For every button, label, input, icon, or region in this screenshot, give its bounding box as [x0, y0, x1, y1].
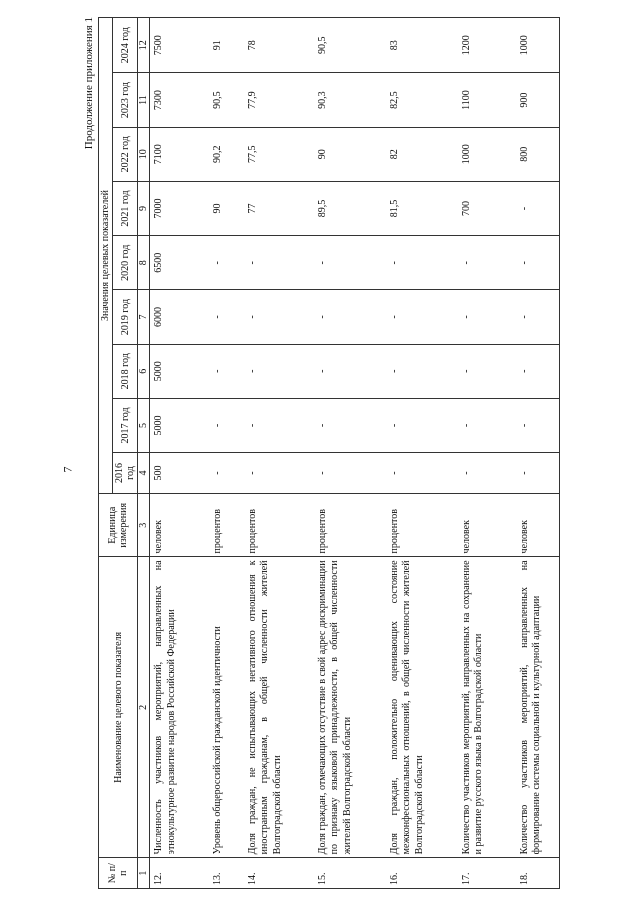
indicator-name: Количество участников мероприятий, направленных на формирование системы социальной и культурной адаптации [516, 557, 560, 858]
column-number: 12 [138, 18, 150, 73]
value-cell: 5000 [150, 398, 209, 452]
value-cell: 90,3 [314, 73, 386, 127]
value-cell: - [458, 453, 516, 494]
value-cell: - [244, 290, 314, 344]
value-cell: 77 [244, 181, 314, 235]
row-number: 18. [516, 858, 560, 889]
page-number: 7 [60, 466, 75, 473]
value-cell: - [458, 290, 516, 344]
value-cell: 7300 [150, 73, 209, 127]
value-cell: 90,5 [209, 73, 244, 127]
header-year: 2023 год [113, 73, 138, 127]
value-cell: - [314, 453, 386, 494]
rotated-page [80, 6, 640, 899]
continuation-label: Продолжение приложения 1 [83, 17, 95, 150]
value-cell: 83 [386, 18, 458, 73]
table-row [314, 18, 386, 889]
table-row [209, 18, 244, 889]
indicator-name: Количество участников мероприятий, направленных на сохранение и развитие русского языка в Волгоградской области [458, 557, 516, 858]
value-cell: - [516, 236, 560, 290]
value-cell: - [386, 398, 458, 452]
value-cell: 1200 [458, 18, 516, 73]
header-year: 2019 год [113, 290, 138, 344]
indicator-unit: человек [150, 494, 209, 557]
value-cell: - [209, 236, 244, 290]
value-cell: 1000 [516, 18, 560, 73]
value-cell: - [516, 181, 560, 235]
row-number: 16. [386, 858, 458, 889]
table-row [386, 18, 458, 889]
value-cell: 6000 [150, 290, 209, 344]
value-cell: - [386, 290, 458, 344]
value-cell: 900 [516, 73, 560, 127]
indicator-unit: процентов [314, 494, 386, 557]
indicator-unit: человек [458, 494, 516, 557]
value-cell: 7100 [150, 127, 209, 181]
header-unit: Единица измерения [99, 494, 138, 557]
value-cell: 91 [209, 18, 244, 73]
header-year: 2018 год [113, 344, 138, 398]
value-cell: 77,5 [244, 127, 314, 181]
value-cell: 90 [209, 181, 244, 235]
column-number: 2 [138, 557, 150, 858]
header-year: 2022 год [113, 127, 138, 181]
column-number: 7 [138, 290, 150, 344]
value-cell: 90 [314, 127, 386, 181]
indicator-name: Доля граждан, положительно оценивающих состояние межконфессиональных отношений, в общей численности жителей Волгоградской области [386, 557, 458, 858]
value-cell: - [314, 290, 386, 344]
value-cell: 700 [458, 181, 516, 235]
value-cell: - [516, 344, 560, 398]
header-name: Наименование целевого показателя [99, 557, 138, 858]
value-cell: - [314, 398, 386, 452]
value-cell: 1000 [458, 127, 516, 181]
value-cell: - [516, 290, 560, 344]
column-number: 8 [138, 236, 150, 290]
value-cell: - [516, 398, 560, 452]
value-cell: - [458, 344, 516, 398]
indicator-unit: человек [516, 494, 560, 557]
value-cell: 90,5 [314, 18, 386, 73]
value-cell: - [458, 236, 516, 290]
table-row [150, 18, 209, 889]
row-number: 13. [209, 858, 244, 889]
value-cell: - [314, 344, 386, 398]
header-year: 2017 год [113, 398, 138, 452]
landscape-content [80, 6, 640, 899]
value-cell: - [244, 453, 314, 494]
column-number: 5 [138, 398, 150, 452]
column-number: 10 [138, 127, 150, 181]
value-cell: - [244, 236, 314, 290]
indicator-name: Уровень общероссийской гражданской идентичности [209, 557, 244, 858]
header-year: 2016 год [113, 453, 138, 494]
value-cell: - [386, 236, 458, 290]
table-row [244, 18, 314, 889]
indicator-unit: процентов [386, 494, 458, 557]
value-cell: - [209, 344, 244, 398]
indicator-unit: процентов [244, 494, 314, 557]
row-number: 17. [458, 858, 516, 889]
indicator-name: Доля граждан, отмечающих отсутствие в свой адрес дискриминации по признаку языковой принадлежности, в общей численности жителей Волгоградской области [314, 557, 386, 858]
indicator-name: Численность участников мероприятий, направленных на этнокультурное развитие народов Российской Федерации [150, 557, 209, 858]
value-cell: 82,5 [386, 73, 458, 127]
value-cell: 78 [244, 18, 314, 73]
indicator-unit: процентов [209, 494, 244, 557]
table-row [458, 18, 516, 889]
value-cell: 89,5 [314, 181, 386, 235]
value-cell: 6500 [150, 236, 209, 290]
column-number: 11 [138, 73, 150, 127]
value-cell: - [209, 398, 244, 452]
column-number: 9 [138, 181, 150, 235]
header-year: 2020 год [113, 236, 138, 290]
value-cell: - [458, 398, 516, 452]
table-row [516, 18, 560, 889]
value-cell: - [386, 344, 458, 398]
value-cell: - [516, 453, 560, 494]
row-number: 15. [314, 858, 386, 889]
row-number: 12. [150, 858, 209, 889]
header-num: № п/п [99, 858, 138, 889]
header-year: 2021 год [113, 181, 138, 235]
target-indicators-table [98, 17, 560, 889]
value-cell: 800 [516, 127, 560, 181]
value-cell: - [209, 290, 244, 344]
value-cell: 77,9 [244, 73, 314, 127]
header-values: Значения целевых показателей [99, 18, 113, 494]
value-cell: 90,2 [209, 127, 244, 181]
column-number: 3 [138, 494, 150, 557]
indicator-name: Доля граждан, не испытывающих негативного отношения к иностранным гражданам, в общей численности жителей Волгоградской области [244, 557, 314, 858]
value-cell: 1100 [458, 73, 516, 127]
value-cell: - [314, 236, 386, 290]
row-number: 14. [244, 858, 314, 889]
value-cell: 7500 [150, 18, 209, 73]
value-cell: 82 [386, 127, 458, 181]
column-number: 1 [138, 858, 150, 889]
column-number: 4 [138, 453, 150, 494]
value-cell: - [386, 453, 458, 494]
value-cell: - [244, 344, 314, 398]
value-cell: 7000 [150, 181, 209, 235]
value-cell: 5000 [150, 344, 209, 398]
column-number: 6 [138, 344, 150, 398]
value-cell: 81,5 [386, 181, 458, 235]
header-year: 2024 год [113, 18, 138, 73]
value-cell: 500 [150, 453, 209, 494]
value-cell: - [244, 398, 314, 452]
value-cell: - [209, 453, 244, 494]
